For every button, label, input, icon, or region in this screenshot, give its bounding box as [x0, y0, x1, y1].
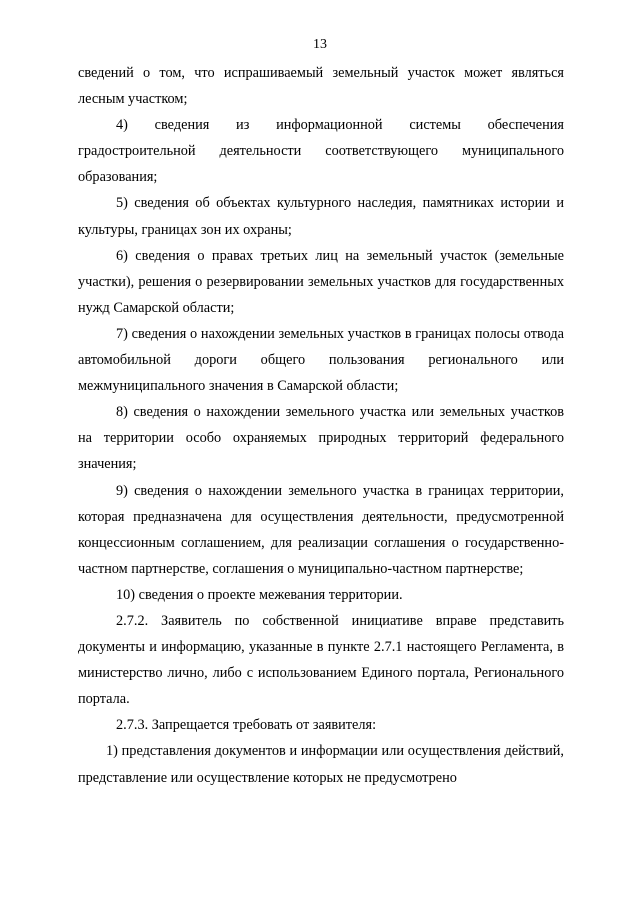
paragraph-item-6: 6) сведения о правах третьих лиц на земельный участок (земельные участки), решения о резервировании земельных участков для государственных нужд Самарской области;	[78, 247, 564, 316]
paragraph-item-10: 10) сведения о проекте межевания территории.	[116, 586, 403, 603]
paragraph-item-5: 5) сведения об объектах культурного наследия, памятниках истории и культуры, границах зон их охраны;	[78, 195, 564, 238]
paragraph-2-7-3-item-1: 1) представления документов и информации или осуществления действий, представление или осуществление которых не предусмотрено	[78, 743, 564, 786]
paragraph-item-9: 9) сведения о нахождении земельного участка в границах территории, которая предназначена для осуществления деятельности, предусмотренной концессионным соглашением, для реализации соглашения о государственно-частном партнерстве, соглашения о муниципально-частном партнерстве;	[78, 482, 564, 577]
paragraph-continuation: сведений о том, что испрашиваемый земельный участок может являться лесным участком;	[78, 65, 564, 108]
paragraph-item-4: 4) сведения из информационной системы обеспечения градостроительной деятельности соответствующего муниципального образования;	[78, 117, 564, 186]
paragraph-item-8: 8) сведения о нахождении земельного участка или земельных участков на территории особо охраняемых природных территорий федерального значения;	[78, 404, 564, 473]
paragraph-2-7-3: 2.7.3. Запрещается требовать от заявителя:	[116, 717, 377, 734]
document-body	[78, 60, 564, 791]
paragraph-item-7: 7) сведения о нахождении земельных участков в границах полосы отвода автомобильной дороги общего пользования регионального или межмуниципального значения в Самарской области;	[78, 325, 564, 395]
page-number: 13	[313, 37, 327, 52]
paragraph-2-7-2: 2.7.2. Заявитель по собственной инициативе вправе представить документы и информацию, указанные в пункте 2.7.1 настоящего Регламента, в министерство лично, либо с использованием Единого портала, Регионального портала.	[78, 612, 564, 708]
